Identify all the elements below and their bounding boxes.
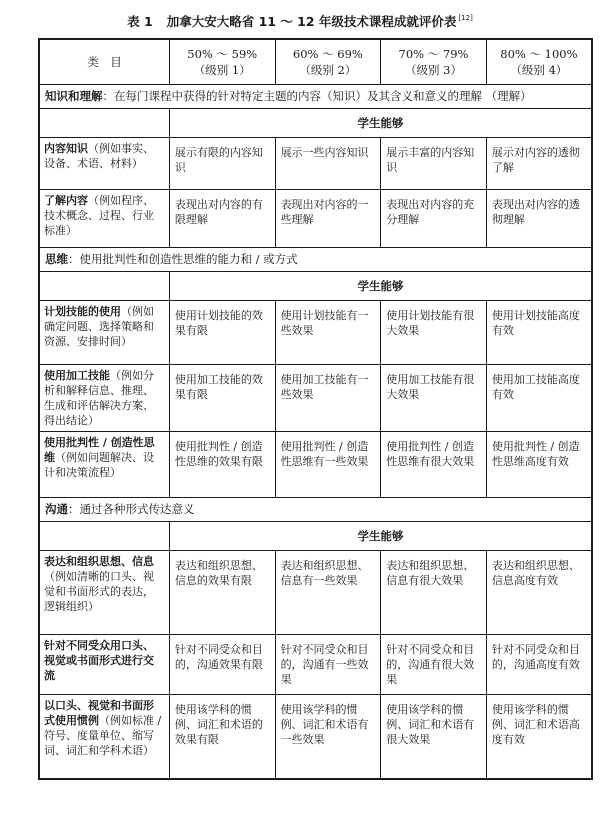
level-cell: 表现出对内容的有限理解 xyxy=(169,190,275,248)
level-cell: 展示丰富的内容知识 xyxy=(381,138,487,190)
category-header: 类 目 xyxy=(39,39,169,85)
header-row xyxy=(39,39,592,85)
section-row xyxy=(39,248,592,272)
level-cell: 表现出对内容的透彻理解 xyxy=(486,190,592,248)
level-cell: 使用加工技能有很大效果 xyxy=(381,365,487,432)
criterion-name: 使用加工技能 xyxy=(44,369,110,382)
criterion-name: 以口头、视觉和书面形式使用惯例 xyxy=(44,699,154,727)
level-cell: 使用加工技能高度有效 xyxy=(486,365,592,432)
section-description: ：通过各种形式传达意义 xyxy=(68,502,195,516)
level-cell: 使用批判性 / 创造性思维有一些效果 xyxy=(275,432,381,498)
criterion-detail: （例如分析和解释信息、推理、生成和评估解决方案、得出结论） xyxy=(44,369,154,427)
criterion-name: 使用批判性 / 创造性思维 xyxy=(44,436,155,464)
level-cell: 针对不同受众和目的，沟通高度有效 xyxy=(486,635,592,695)
level-cell: 表达和组织思想、信息有一些效果 xyxy=(275,551,381,635)
criterion-name: 表达和组织思想、信息 xyxy=(44,555,154,568)
criterion-detail: （例如清晰的口头、视觉和书面形式的表达，逻辑组织） xyxy=(44,570,154,613)
criterion-cell xyxy=(39,301,169,365)
criterion-name: 计划技能的使用 xyxy=(44,305,121,318)
table-row xyxy=(39,695,592,779)
level-cell: 使用批判性 / 创造性思维的效果有限 xyxy=(169,432,275,498)
level-header: 60% ～ 69% （级别 2） xyxy=(275,39,381,85)
section-heading: 思维 xyxy=(45,252,68,266)
students-label: 学生能够 xyxy=(169,109,592,138)
level-cell: 使用加工技能有一些效果 xyxy=(275,365,381,432)
table-title: 加拿大安大略省 11 ～ 12 年级技术课程成就评价表 xyxy=(166,14,457,29)
table-row xyxy=(39,635,592,695)
table-row xyxy=(39,301,592,365)
criterion-cell xyxy=(39,432,169,498)
level-cell: 表现出对内容的一些理解 xyxy=(275,190,381,248)
level-cell: 使用该学科的惯例、词汇和术语高度有效 xyxy=(486,695,592,779)
students-label: 学生能够 xyxy=(169,272,592,301)
criterion-cell xyxy=(39,138,169,190)
criterion-cell xyxy=(39,190,169,248)
level-cell: 使用计划技能有一些效果 xyxy=(275,301,381,365)
table-row xyxy=(39,365,592,432)
level-cell: 展示有限的内容知识 xyxy=(169,138,275,190)
criterion-detail: （例如事实、设备、术语、材料） xyxy=(44,142,154,170)
section-heading: 知识和理解 xyxy=(45,89,103,103)
students-label: 学生能够 xyxy=(169,522,592,551)
section-heading: 沟通 xyxy=(45,502,68,516)
reference-mark: [12] xyxy=(458,14,473,22)
table-row xyxy=(39,190,592,248)
level-cell: 使用计划技能的效果有限 xyxy=(169,301,275,365)
criterion-detail: （例如标准 / 符号、度量单位、缩写词、词汇和学科术语） xyxy=(44,714,162,757)
criterion-cell xyxy=(39,635,169,695)
criterion-name: 针对不同受众用口头、视觉或书面形式进行交流 xyxy=(44,639,154,682)
table-caption xyxy=(0,8,600,32)
level-cell: 使用计划技能有很大效果 xyxy=(381,301,487,365)
table-row xyxy=(39,551,592,635)
level-cell: 使用该学科的惯例、词汇和术语有一些效果 xyxy=(275,695,381,779)
criterion-detail: （例如程序、技术概念、过程、行业标准） xyxy=(44,194,154,237)
level-header: 50% ～ 59% （级别 1） xyxy=(169,39,275,85)
level-cell: 使用批判性 / 创造性思维有很大效果 xyxy=(381,432,487,498)
assessment-table xyxy=(38,38,593,780)
level-cell: 使用批判性 / 创造性思维高度有效 xyxy=(486,432,592,498)
level-cell: 表达和组织思想、信息有很大效果 xyxy=(381,551,487,635)
level-cell: 使用该学科的惯例、词汇和术语的效果有限 xyxy=(169,695,275,779)
students-row xyxy=(39,109,592,138)
table-row xyxy=(39,138,592,190)
criterion-detail: （例如确定问题、选择策略和资源、安排时间） xyxy=(44,305,154,348)
section-row xyxy=(39,85,592,109)
criterion-name: 了解内容 xyxy=(44,194,88,207)
level-cell: 展示一些内容知识 xyxy=(275,138,381,190)
level-cell: 展示对内容的透彻了解 xyxy=(486,138,592,190)
level-cell: 表现出对内容的充分理解 xyxy=(381,190,487,248)
section-description: ：在每门课程中获得的针对特定主题的内容（知识）及其含义和意义的理解 （理解） xyxy=(102,89,532,103)
criterion-cell xyxy=(39,695,169,779)
level-cell: 表达和组织思想、信息高度有效 xyxy=(486,551,592,635)
section-row xyxy=(39,498,592,522)
criterion-detail: （例如问题解决、设计和决策流程） xyxy=(44,451,154,479)
criterion-cell xyxy=(39,551,169,635)
level-cell: 针对不同受众和目的，沟通有一些效果 xyxy=(275,635,381,695)
criterion-cell xyxy=(39,365,169,432)
level-cell: 使用加工技能的效果有限 xyxy=(169,365,275,432)
level-cell: 使用该学科的惯例、词汇和术语有很大效果 xyxy=(381,695,487,779)
level-cell: 针对不同受众和目的，沟通效果有限 xyxy=(169,635,275,695)
level-header: 80% ～ 100% （级别 4） xyxy=(486,39,592,85)
students-row xyxy=(39,522,592,551)
students-row xyxy=(39,272,592,301)
level-cell: 使用计划技能高度有效 xyxy=(486,301,592,365)
criterion-name: 内容知识 xyxy=(44,142,88,155)
level-cell: 表达和组织思想、信息的效果有限 xyxy=(169,551,275,635)
section-description: ：使用批判性和创造性思维的能力和 / 或方式 xyxy=(68,252,298,266)
table-number: 表 1 xyxy=(127,14,153,29)
level-header: 70% ～ 79% （级别 3） xyxy=(381,39,487,85)
table-row xyxy=(39,432,592,498)
level-cell: 针对不同受众和目的，沟通有很大效果 xyxy=(381,635,487,695)
